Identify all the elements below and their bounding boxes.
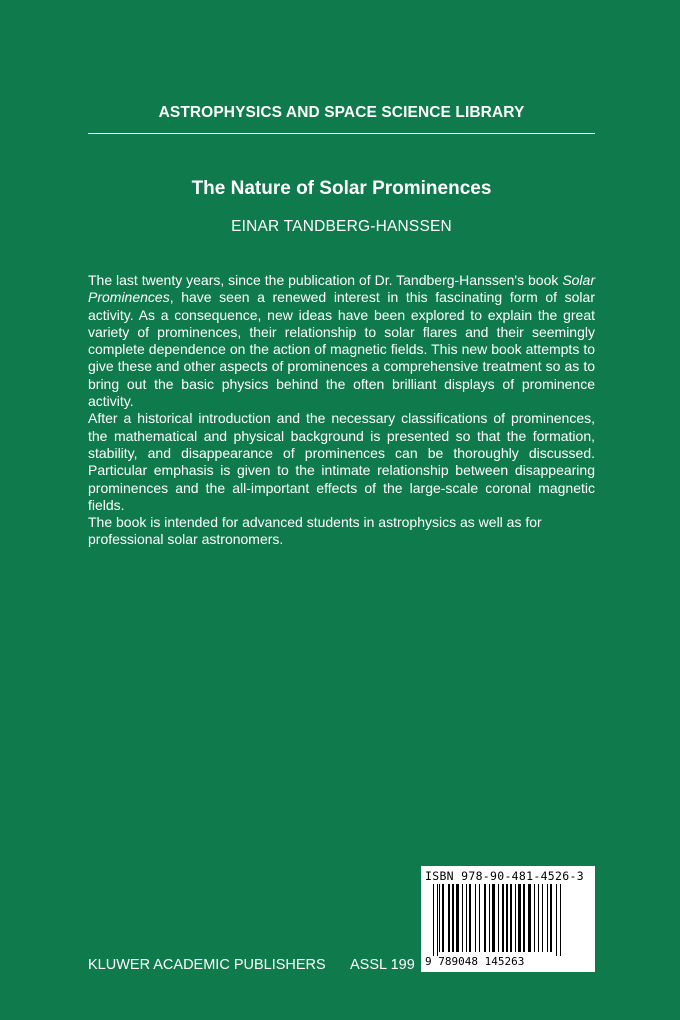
- barcode-bar: [510, 884, 512, 952]
- barcode-bar: [523, 884, 525, 952]
- barcode-bar: [506, 884, 508, 952]
- barcode-bar: [556, 884, 557, 956]
- barcode-bar: [442, 884, 444, 952]
- isbn-label: ISBN 978-90-481-4526-3: [425, 869, 584, 883]
- barcode-bar: [498, 884, 499, 952]
- blurb-paragraph-2: After a historical introduction and the necessary classifications of prominences, the mathematical and physical background is presented so that the formation, stability, and disappearance of prominences can be thoroughly discussed. Particular emphasis is given to the intimate relationship between disappearing prominences and the all-important effects of the large-scale coronal magnetic fields.: [88, 410, 595, 513]
- series-number: ASSL 199: [350, 957, 415, 973]
- barcode-bar: [489, 884, 490, 952]
- barcode-bar: [475, 884, 476, 952]
- blurb-p1-before: The last twenty years, since the publication of Dr. Tandberg-Hanssen's book: [88, 272, 563, 288]
- book-author: EINAR TANDBERG-HANSSEN: [231, 218, 452, 235]
- barcode-bar: [528, 884, 531, 952]
- blurb: [88, 272, 595, 549]
- barcode-bar: [452, 884, 454, 952]
- barcode-bar: [518, 884, 521, 952]
- barcode-bar: [547, 884, 548, 952]
- barcode-bar: [466, 884, 467, 952]
- barcode-bar: [433, 884, 434, 956]
- barcode-digits: 9 789048 145263: [425, 955, 525, 968]
- barcode-bar: [469, 884, 471, 952]
- book-title: The Nature of Solar Prominences: [191, 178, 492, 199]
- blurb-p1-after: , have seen a renewed interest in this fascinating form of solar activity. As a consequence, new ideas have been explored to explain the great variety of prominences, their relationship to solar flares and their seemingly complete dependence on the action of magnetic fields. This new book attempts to give these and other aspects of prominences a comprehensive treatment so as to bring out the basic physics behind the often brilliant displays of prominence activity.: [88, 289, 595, 410]
- barcode-bar: [515, 884, 516, 952]
- series-rule: [88, 133, 595, 134]
- publisher-name: KLUWER ACADEMIC PUBLISHERS: [88, 957, 326, 973]
- barcode-bar: [542, 884, 543, 952]
- barcode-bar: [437, 884, 438, 956]
- blurb-paragraph-3: The book is intended for advanced students in astrophysics as well as for professional solar astronomers.: [88, 514, 542, 548]
- barcode-bar: [538, 884, 539, 952]
- barcode-bar: [439, 884, 440, 952]
- barcode-bar: [560, 884, 561, 956]
- barcode-bar: [462, 884, 463, 952]
- barcode-bar: [456, 884, 459, 952]
- barcode-box: [421, 866, 595, 972]
- blurb-paragraph-1: [88, 272, 595, 410]
- barcode-bar: [484, 884, 486, 952]
- barcode-bar: [534, 884, 535, 952]
- barcode-bar: [492, 884, 495, 952]
- series-title: ASTROPHYSICS AND SPACE SCIENCE LIBRARY: [158, 104, 525, 121]
- barcode-bar: [479, 884, 480, 952]
- barcode-bar: [550, 884, 552, 952]
- barcode-bar: [502, 884, 504, 952]
- barcode-bar: [448, 884, 450, 952]
- blurb-p1-italic-title: Solar Prominences: [88, 272, 595, 306]
